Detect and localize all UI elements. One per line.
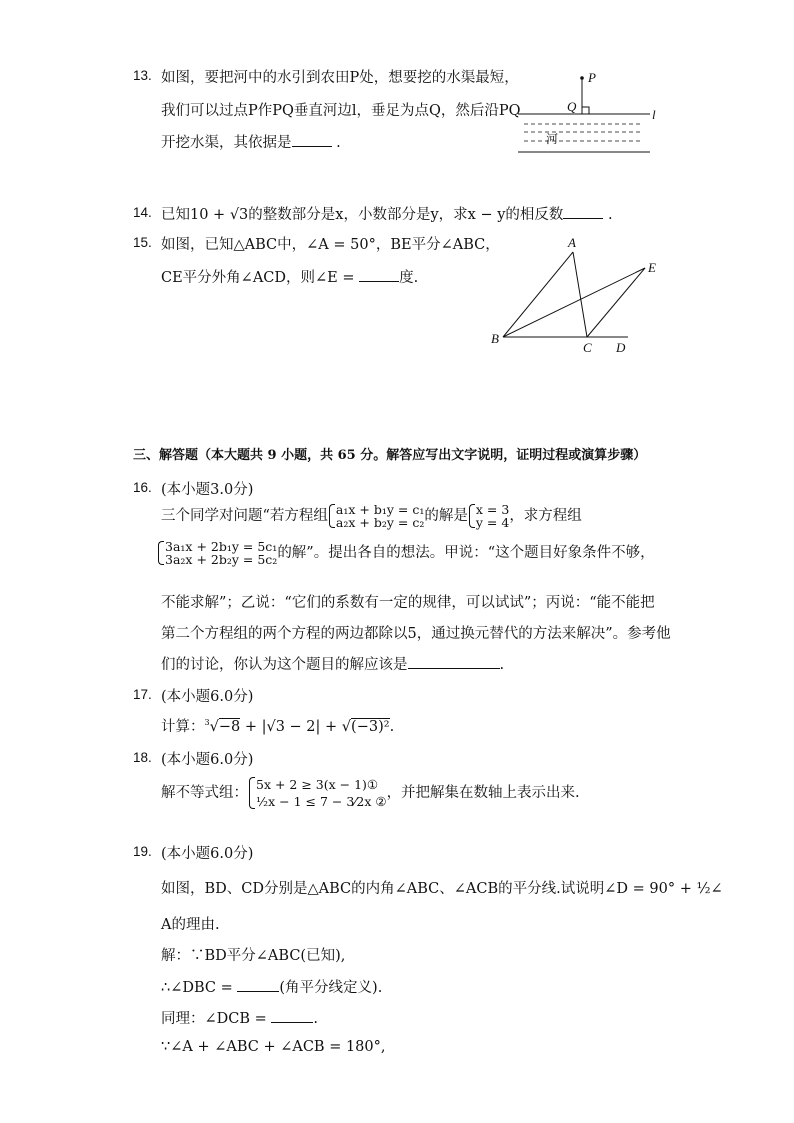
q15-triangle-figure: [486, 232, 666, 357]
q16-line3: 不能求解”；乙说：“它们的系数有一定的规律，可以试试”；丙说：“能不能把: [161, 595, 655, 611]
q16-line1-b: 的解是: [424, 508, 468, 524]
q17-cube-radicand: −8: [218, 719, 241, 735]
q16-system-2-row1: x = 3: [475, 502, 510, 517]
q14-text: [161, 203, 613, 224]
q13-label-l: l: [652, 107, 656, 122]
q16-score: (本小题3.0分): [161, 482, 254, 498]
q13-number: 13.: [133, 68, 152, 83]
q16-line1-a: 三个同学对问题“若方程组: [161, 508, 328, 524]
q17-calc-label: 计算：: [161, 719, 205, 735]
q13-label-river: 河: [546, 132, 559, 146]
q13-river-figure: [512, 64, 672, 159]
q19-blank-dcb[interactable]: [271, 1008, 313, 1023]
q19-line4: [161, 976, 382, 997]
q14-text-main: 已知10 + √3的整数部分是x，小数部分是y，求x − y的相反数: [161, 207, 564, 223]
q17-expression: 计算：$^3$√−8 + |√3 − 2| + √(−3)².: [161, 718, 395, 735]
q15-label-c: C: [583, 340, 592, 355]
q18-tail: ，并把解集在数轴上表示出来.: [386, 785, 580, 801]
q16-system-1: [328, 503, 424, 529]
q18-inequality-system: [248, 776, 387, 810]
q19-line6: ∵∠A + ∠ABC + ∠ACB = 180°,: [161, 1039, 386, 1055]
q17-cube-index: 3: [204, 718, 210, 728]
q16-system-1-row1: a₁x + b₁y = c₁: [335, 502, 425, 517]
q15-label-e: E: [648, 260, 656, 275]
q16-line2: [157, 540, 655, 566]
q13-line1: 如图，要把河中的水引到农田P处，想要挖的水渠最短，: [161, 70, 519, 86]
q16-line5-end: .: [499, 657, 505, 673]
q15-label-a: A: [568, 235, 576, 250]
q15-answer-blank[interactable]: [359, 267, 399, 282]
q17-score: (本小题6.0分): [161, 689, 254, 705]
q19-line4-end: (角平分线定义).: [279, 980, 383, 996]
q17-sqrt-radicand: (−3)²: [351, 719, 390, 735]
q14-number: 14.: [133, 205, 152, 220]
q15-label-d: D: [616, 340, 626, 355]
q16-answer-blank[interactable]: [408, 654, 500, 669]
q19-line2: A的理由.: [161, 917, 220, 933]
q13-label-p: P: [588, 70, 596, 85]
q17-end: .: [389, 719, 395, 735]
q13-line3-end: .: [331, 135, 341, 151]
q16-line5-text: 们的讨论，你认为这个题目的解应该是: [161, 657, 408, 673]
q19-number: 19.: [133, 844, 152, 859]
q16-system-1-row2: a₂x + b₂y = c₂: [335, 515, 425, 530]
q18-lead: 解不等式组：: [161, 785, 248, 801]
q16-line1: [161, 503, 582, 529]
q18-row2: ½x − 1 ≤ 7 − 3⁄2x ②: [256, 794, 387, 809]
q13-line3-text: 开挖水渠，其依据是: [161, 135, 292, 151]
q19-line1: 如图，BD、CD分别是△ABC的内角∠ABC、∠ACB的平分线.试说明∠D = 90° + ½∠: [161, 881, 723, 897]
q19-line5-end: .: [313, 1011, 319, 1027]
q19-line5-text: 同理：∠DCB =: [161, 1011, 272, 1027]
q19-blank-dbc[interactable]: [237, 977, 279, 992]
q18-system-line: [161, 776, 580, 810]
q19-line5: [161, 1007, 318, 1028]
q16-system-3-row1: 3a₁x + 2b₁y = 5c₁: [165, 539, 278, 554]
q13-line2: 我们可以过点P作PQ垂直河边l，垂足为点Q，然后沿PQ: [161, 103, 521, 119]
q18-row1: 5x + 2 ≥ 3(x − 1)①: [256, 777, 379, 792]
q16-system-3-row2: 3a₂x + 2b₂y = 5c₂: [165, 552, 278, 567]
q19-line3: 解：∵BD平分∠ABC(已知),: [161, 948, 346, 964]
q16-system-2: [468, 503, 509, 529]
q15-line1: 如图，已知△ABC中，∠A = 50°，BE平分∠ABC，: [161, 237, 500, 253]
q13-answer-blank[interactable]: [292, 132, 332, 147]
q16-line4: 第二个方程组的两个方程的两边都除以5，通过换元替代的方法来解决”。参考他: [161, 626, 671, 642]
q15-line2-end: 度.: [399, 270, 419, 286]
q15-number: 15.: [133, 235, 152, 250]
q13-label-q: Q: [567, 99, 577, 114]
q16-line5: [161, 653, 504, 674]
q15-line2: [161, 266, 418, 287]
q17-middle-terms: + |√3 − 2| +: [240, 719, 342, 735]
q16-line2-text: 的解”。提出各自的想法。甲说：“这个题目好象条件不够，: [277, 545, 655, 561]
q19-score: (本小题6.0分): [161, 846, 254, 862]
q16-system-3: [157, 540, 277, 566]
q18-number: 18.: [133, 750, 152, 765]
q14-text-end: .: [603, 207, 613, 223]
q13-line3: [161, 131, 341, 152]
section-3-heading: 三、解答题（本大题共 9 小题，共 65 分。解答应写出文字说明，证明过程或演算步骤）: [133, 448, 647, 463]
q14-answer-blank[interactable]: [563, 204, 603, 219]
q18-score: (本小题6.0分): [161, 752, 254, 768]
q17-number: 17.: [133, 687, 152, 702]
q16-system-2-row2: y = 4: [475, 515, 510, 530]
q19-line4-text: ∴∠DBC =: [161, 980, 238, 996]
q16-number: 16.: [133, 480, 152, 495]
q16-line1-c: ，求方程组: [509, 508, 582, 524]
q15-label-b: B: [491, 331, 499, 346]
q15-line2-text: CE平分外角∠ACD，则∠E =: [161, 270, 360, 286]
